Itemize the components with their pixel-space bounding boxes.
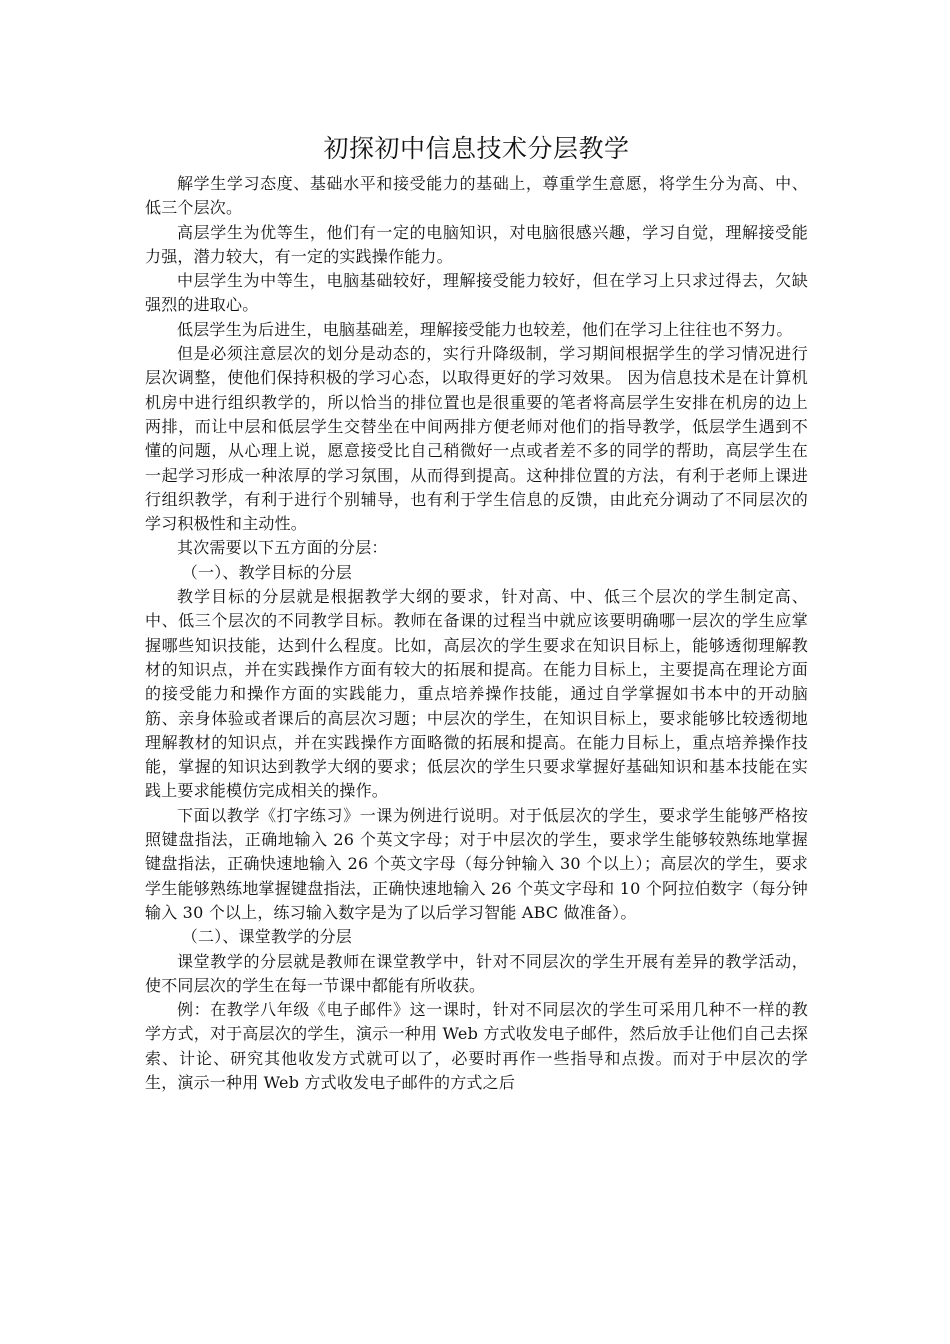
paragraph-email-example: 例：在教学八年级《电子邮件》这一课时，针对不同层次的学生可采用几种不一样的教学方式，对于高层次的学生，演示一种用 Web 方式收发电子邮件，然后放手让他们自己去探索、计论、研究其他收发方式就可以了，必要时再作一些指导和点拨。而对于中层次的学生，演示一种用 Web 方式收发电子邮件的方式之后 <box>145 1000 808 1092</box>
section-heading-teaching-goals: （一）、教学目标的分层 <box>181 562 352 582</box>
paragraph-typing-example: 下面以教学《打字练习》一课为例进行说明。对于低层次的学生，要求学生能够严格按照键盘指法，正确地输入 26 个英文字母；对于中层次的学生，要求学生能够较熟练地掌握键盘指法，正确快速地输入 26 个英文字母（每分钟输入 30 个以上）；高层次的学生，要求学生能够熟练地掌握键盘指法，正确快速地输入 26 个英文字母和 10 个阿拉伯数字（每分钟输入 30 个以上，练习输入数字是为了以后学习智能 ABC 做准备）。 <box>145 805 808 922</box>
paragraph-high-level: 高层学生为优等生，他们有一定的电脑知识，对电脑很感兴趣，学习自觉，理解接受能力强，潜力较大，有一定的实践操作能力。 <box>145 222 808 266</box>
paragraph-student-levels: 解学生学习态度、基础水平和接受能力的基础上，尊重学生意愿，将学生分为高、中、低三个层次。 <box>145 174 808 218</box>
paragraph-five-aspects: 其次需要以下五方面的分层： <box>177 538 388 558</box>
paragraph-low-level: 低层学生为后进生，电脑基础差，理解接受能力也较差，他们在学习上往往也不努力。 <box>177 319 793 339</box>
paragraph-middle-level: 中层学生为中等生，电脑基础较好，理解接受能力较好，但在学习上只求过得去，欠缺强烈的进取心。 <box>145 271 808 315</box>
paragraph-dynamic-levels: 但是必须注意层次的划分是动态的，实行升降级制，学习期间根据学生的学习情况进行层次调整，使他们保持积极的学习心态，以取得更好的学习效果。 因为信息技术是在计算机机房中进行组织教学的，所以恰当的排位置也是很重要的笔者将高层学生安排在机房的边上两排，而让中层和低层学生交替坐在中间两排方便老师对他们的指导教学，低层学生遇到不懂的问题，从心理上说，愿意接受比自己稍微好一点或者差不多的同学的帮助，高层学生在一起学习形成一种浓厚的学习氛围，从而得到提高。这种排位置的方法，有利于老师上课进行组织教学，有利于进行个别辅导，也有利于学生信息的反馈，由此充分调动了不同层次的学习积极性和主动性。 <box>145 344 808 534</box>
section-heading-classroom-teaching: （二）、课堂教学的分层 <box>181 927 352 947</box>
document-title: 初探初中信息技术分层教学 <box>323 134 630 163</box>
document-page <box>145 128 808 1095</box>
paragraph-classroom-teaching: 课堂教学的分层就是教师在课堂教学中，针对不同层次的学生开展有差异的教学活动，使不同层次的学生在每一节课中都能有所收获。 <box>145 951 808 995</box>
paragraph-teaching-goals: 教学目标的分层就是根据教学大纲的要求，针对高、中、低三个层次的学生制定高、中、低三个层次的不同教学目标。教师在备课的过程当中就应该要明确哪一层次的学生应掌握哪些知识技能，达到什么程度。比如，高层次的学生要求在知识目标上，能够透彻理解教材的知识点，并在实践操作方面有较大的拓展和提高。在能力目标上，主要提高在理论方面的接受能力和操作方面的实践能力，重点培养操作技能，通过自学掌握如书本中的开动脑筋、亲身体验或者课后的高层次习题；中层次的学生，在知识目标上，要求能够比较透彻地理解教材的知识点，并在实践操作方面略微的拓展和提高。在能力目标上，重点培养操作技能，掌握的知识达到教学大纲的要求；低层次的学生只要求掌握好基础知识和基本技能在实践上要求能模仿完成相关的操作。 <box>145 587 808 801</box>
